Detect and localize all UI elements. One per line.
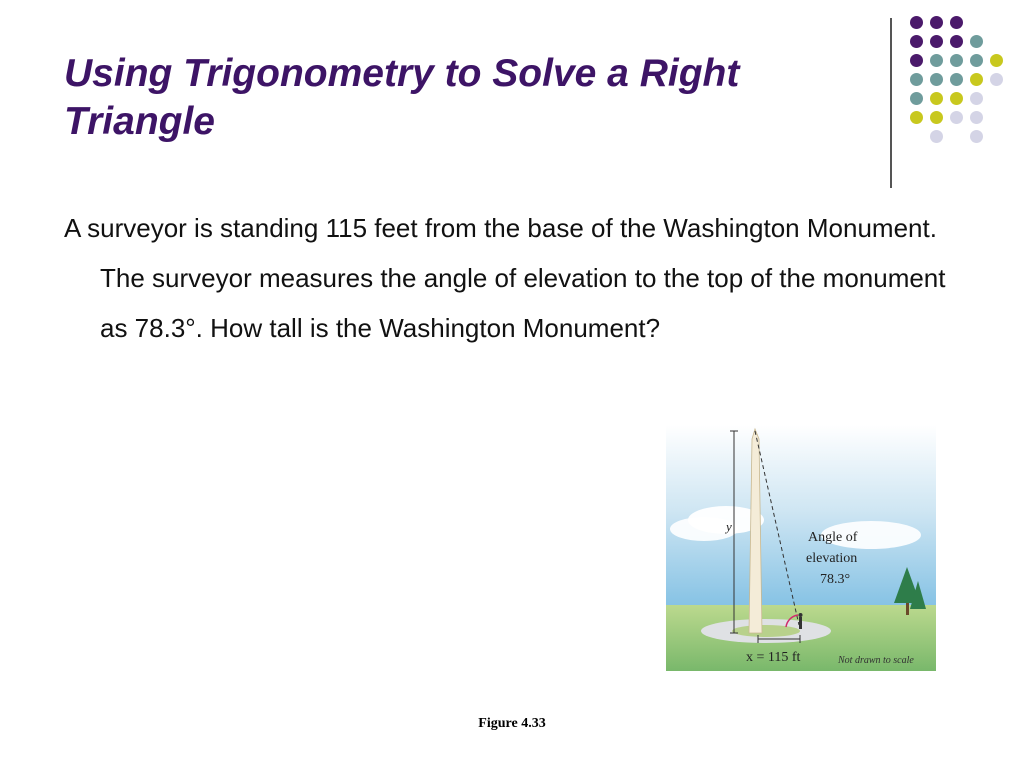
decor-dot <box>930 92 943 105</box>
angle-label-line2: elevation <box>806 551 858 566</box>
decor-dot <box>970 130 983 143</box>
decor-dot <box>950 111 963 124</box>
decor-dot <box>950 92 963 105</box>
decorative-dot-grid <box>906 12 1016 172</box>
decor-dot <box>910 35 923 48</box>
surveyor-figure <box>799 617 802 629</box>
decor-dot <box>970 111 983 124</box>
decor-dot <box>910 111 923 124</box>
monument-figure <box>666 425 936 671</box>
decor-dot <box>970 54 983 67</box>
surveyor-head <box>799 613 803 617</box>
decor-dot <box>930 54 943 67</box>
figure-caption: Figure 4.33 <box>478 716 546 731</box>
decor-dot <box>990 54 1003 67</box>
decor-dot <box>950 54 963 67</box>
decor-dot <box>930 111 943 124</box>
decor-dot <box>990 73 1003 86</box>
scale-note: Not drawn to scale <box>838 655 914 666</box>
decor-dot <box>970 73 983 86</box>
decor-dot <box>910 16 923 29</box>
title-divider-line <box>890 18 892 188</box>
decor-dot <box>950 35 963 48</box>
decor-dot <box>930 73 943 86</box>
x-distance-label: x = 115 ft <box>746 650 801 665</box>
angle-value-label: 78.3° <box>820 572 851 587</box>
decor-dot <box>930 16 943 29</box>
decor-dot <box>950 16 963 29</box>
decor-dot <box>970 92 983 105</box>
monument-plaza-inner <box>732 625 800 637</box>
decor-dot <box>910 73 923 86</box>
problem-text: A surveyor is standing 115 feet from the base of the Washington Monument. The surveyor measures the angle of elevation to the top of the monument as 78.3°. How tall is the Washington Monument? <box>64 213 946 343</box>
decor-dot <box>930 35 943 48</box>
decor-dot <box>930 130 943 143</box>
decor-dot <box>910 92 923 105</box>
decor-dot <box>950 73 963 86</box>
decor-dot <box>970 35 983 48</box>
slide-title: Using Trigonometry to Solve a Right Triangle <box>64 52 740 143</box>
decor-dot <box>910 54 923 67</box>
angle-label-line1: Angle of <box>808 530 858 545</box>
y-label: y <box>726 519 732 534</box>
